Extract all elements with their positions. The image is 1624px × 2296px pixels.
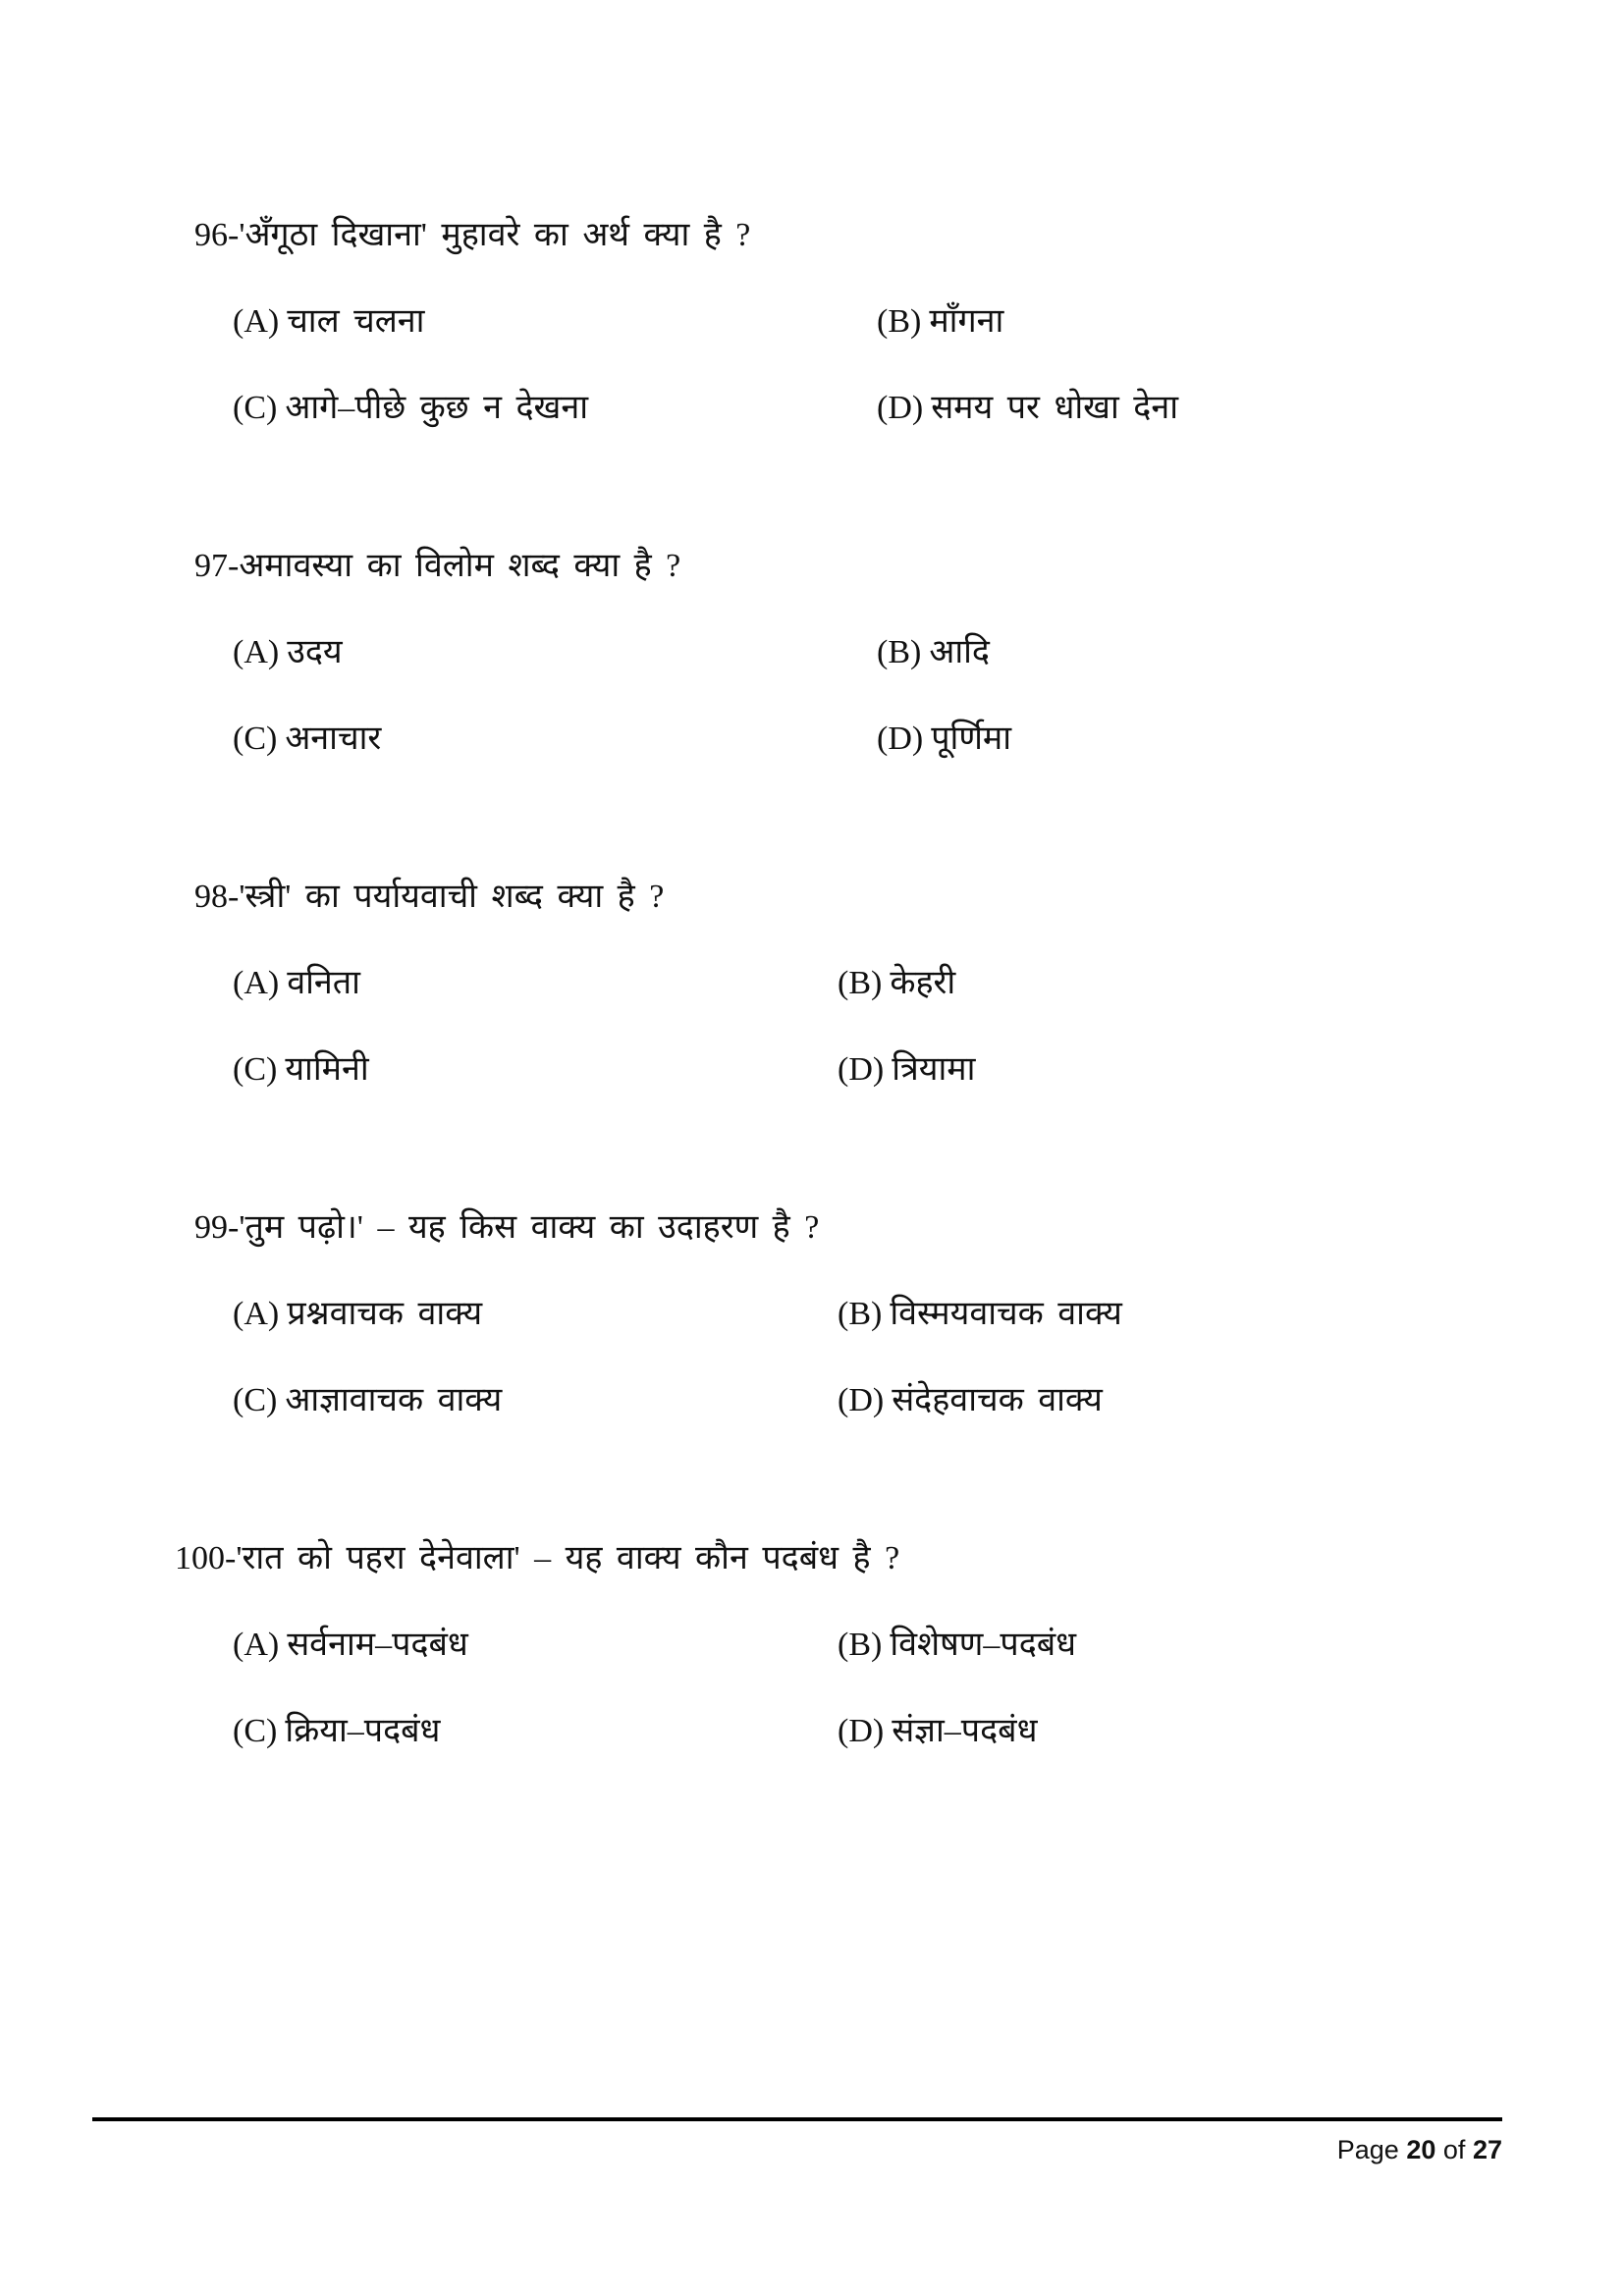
question-number: 100-: [175, 1540, 237, 1576]
option-letter: (B): [877, 303, 922, 340]
option-text: आज्ञावाचक वाक्य: [285, 1382, 503, 1418]
option-letter: (C): [233, 721, 278, 757]
option-letter: (C): [233, 1382, 278, 1418]
option-text: समय पर धोखा देना: [931, 390, 1179, 426]
option-text: चाल चलना: [287, 303, 425, 340]
option-b: [877, 300, 1003, 344]
option-letter: (B): [838, 1627, 883, 1663]
of-label: of: [1442, 2135, 1466, 2164]
question-stem: 'रात को पहरा देनेवाला' – यह वाक्य कौन पदबंध है ?: [236, 1540, 900, 1576]
option-c: [233, 1048, 369, 1092]
question-number: 97-: [194, 548, 240, 584]
option-a: [233, 631, 343, 674]
option-text: उदय: [287, 634, 343, 670]
question-text: [194, 1206, 819, 1250]
option-text: त्रियामा: [892, 1051, 976, 1088]
option-c: [233, 1710, 440, 1753]
current-page: 20: [1406, 2135, 1436, 2164]
option-d: [838, 1379, 1103, 1422]
option-text: आगे–पीछे कुछ न देखना: [285, 390, 589, 426]
option-letter: (A): [233, 303, 280, 340]
question-number: 98-: [194, 879, 240, 915]
option-letter: (D): [838, 1713, 885, 1749]
option-letter: (B): [838, 1296, 883, 1332]
question-number: 99-: [194, 1209, 240, 1246]
option-letter: (D): [877, 390, 924, 426]
option-text: संज्ञा–पदबंध: [892, 1713, 1038, 1749]
option-letter: (A): [233, 634, 280, 670]
footer-divider: [92, 2117, 1502, 2121]
option-d: [877, 387, 1178, 430]
option-d: [838, 1048, 975, 1092]
option-text: आदि: [929, 634, 990, 670]
option-text: पूर्णिमा: [931, 721, 1012, 757]
option-a: [233, 1624, 468, 1667]
option-letter: (A): [233, 965, 280, 1001]
option-letter: (C): [233, 1051, 278, 1088]
option-a: [233, 300, 424, 344]
option-c: [233, 1379, 502, 1422]
option-text: विशेषण–पदबंध: [890, 1627, 1077, 1663]
option-c: [233, 718, 381, 761]
total-pages: 27: [1472, 2135, 1502, 2164]
option-a: [233, 1293, 482, 1336]
option-b: [838, 1624, 1076, 1667]
option-b: [877, 631, 990, 674]
question-stem: 'अँगूठा दिखाना' मुहावरे का अर्थ क्या है ?: [239, 217, 751, 253]
option-b: [838, 1293, 1122, 1336]
question-text: [194, 876, 664, 919]
option-c: [233, 387, 588, 430]
option-letter: (D): [838, 1051, 885, 1088]
question-stem: 'तुम पढ़ो।' – यह किस वाक्य का उदाहरण है ?: [239, 1209, 820, 1246]
option-b: [838, 962, 955, 1005]
question-stem: अमावस्या का विलोम शब्द क्या है ?: [239, 548, 681, 584]
question-text: [175, 1537, 899, 1580]
option-letter: (A): [233, 1627, 280, 1663]
question-stem: 'स्त्री' का पर्यायवाची शब्द क्या है ?: [239, 879, 665, 915]
question-text: [194, 214, 750, 257]
option-d: [877, 718, 1011, 761]
question-number: 96-: [194, 217, 240, 253]
option-a: [233, 962, 360, 1005]
option-letter: (B): [877, 634, 922, 670]
option-letter: (C): [233, 1713, 278, 1749]
option-text: यामिनी: [285, 1051, 369, 1088]
option-letter: (A): [233, 1296, 280, 1332]
page-number: [1337, 2132, 1502, 2167]
option-text: विस्मयवाचक वाक्य: [890, 1296, 1122, 1332]
option-text: संदेहवाचक वाक्य: [892, 1382, 1103, 1418]
option-text: माँगना: [929, 303, 1004, 340]
option-text: सर्वनाम–पदबंध: [287, 1627, 468, 1663]
option-letter: (D): [838, 1382, 885, 1418]
page-label: Page: [1336, 2135, 1399, 2164]
option-text: क्रिया–पदबंध: [285, 1713, 441, 1749]
option-letter: (C): [233, 390, 278, 426]
option-letter: (B): [838, 965, 883, 1001]
option-text: अनाचार: [285, 721, 382, 757]
option-letter: (D): [877, 721, 924, 757]
option-text: वनिता: [287, 965, 360, 1001]
question-text: [194, 545, 680, 588]
option-d: [838, 1710, 1037, 1753]
option-text: प्रश्नवाचक वाक्य: [287, 1296, 483, 1332]
option-text: केहरी: [890, 965, 956, 1001]
